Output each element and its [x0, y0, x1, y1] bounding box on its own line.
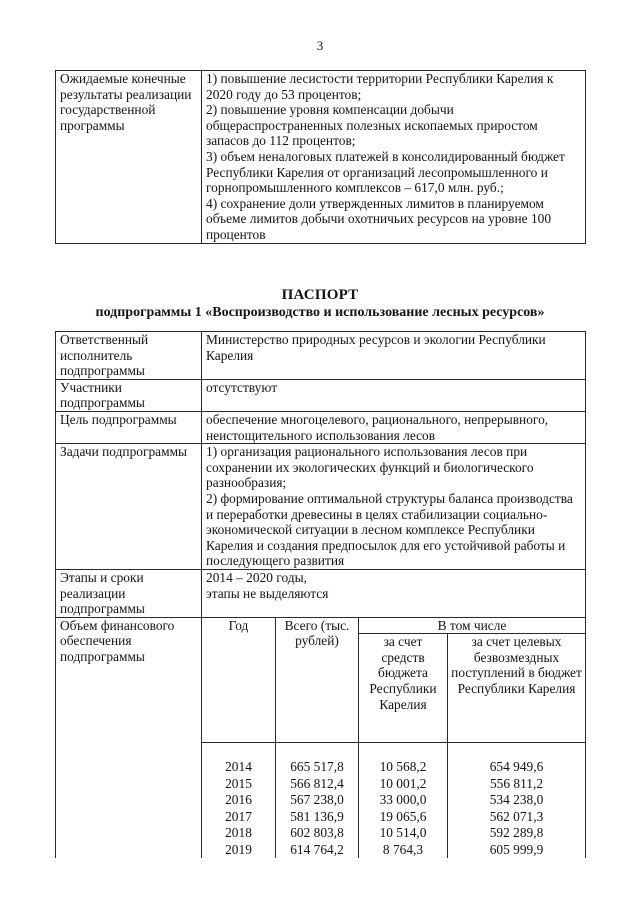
finance-budget: 19 065,6 [359, 809, 448, 826]
finance-grants: 556 811,2 [448, 776, 586, 793]
finance-row-2018 [202, 825, 585, 842]
finance-year: 2015 [202, 776, 276, 793]
finance-row-2015 [202, 776, 585, 793]
finance-row-2019 [202, 842, 585, 859]
finance-total: 665 517,8 [276, 743, 359, 776]
goal-value: обеспечение многоцелевого, рационального, непрерывного, неистощительного использования лесов [202, 411, 586, 443]
finance-col-budget: за счет средств бюджета Республики Карелия [359, 634, 448, 743]
finance-budget: 10 514,0 [359, 825, 448, 842]
finance-grants: 562 071,3 [448, 809, 586, 826]
tasks-label: Задачи подпрограммы [56, 444, 202, 570]
finance-col-total: Всего (тыс. рублей) [276, 618, 359, 743]
expected-results-value [202, 71, 586, 244]
responsible-row [56, 332, 586, 380]
participants-label: Участники подпрограммы [56, 379, 202, 411]
finance-total: 566 812,4 [276, 776, 359, 793]
finance-year: 2017 [202, 809, 276, 826]
expected-result-item-3: 3) объем неналоговых платежей в консолидированный бюджет Республики Карелия от организаций лесопромышленного и горнопромышленного комплексов – 617,0 млн. руб.; [206, 148, 565, 196]
stages-line-2: этапы не выделяются [206, 585, 329, 601]
stages-label: Этапы и сроки реализации подпрограммы [56, 569, 202, 617]
finance-grants: 534 238,0 [448, 792, 586, 809]
stages-line-1: 2014 – 2020 годы, [206, 569, 307, 585]
expected-results-table [55, 70, 586, 244]
finance-budget: 10 568,2 [359, 743, 448, 776]
participants-value: отсутствуют [202, 379, 586, 411]
passport-subtitle: подпрограммы 1 «Воспроизводство и использование лесных ресурсов» [95, 305, 545, 320]
responsible-label: Ответственный исполнитель подпрограммы [56, 332, 202, 380]
finance-label: Объем финансового обеспечения подпрограммы [56, 617, 202, 858]
finance-header-row-1 [202, 618, 585, 634]
expected-result-item-2: 2) повышение уровня компенсации добычи общераспространенных полезных ископаемых приростом запасов до 112 процентов; [206, 102, 538, 149]
finance-grants: 654 949,6 [448, 743, 586, 776]
goal-row [56, 411, 586, 443]
page-number: 3 [316, 38, 324, 53]
expected-result-item-4: 4) сохранение доли утвержденных лимитов в планируемом объеме лимитов добычи охотничьих ресурсов на уровне 100 процентов [206, 195, 552, 242]
finance-cell [202, 617, 586, 858]
finance-table [202, 618, 585, 859]
finance-row-2014 [202, 743, 585, 776]
finance-budget: 33 000,0 [359, 792, 448, 809]
finance-budget: 8 764,3 [359, 842, 448, 859]
finance-grants: 605 999,9 [448, 842, 586, 859]
finance-year: 2016 [202, 792, 276, 809]
finance-col-grants: за счет целевых безвозмездных поступлений в бюджет Республики Карелия [448, 634, 586, 743]
finance-row-2016 [202, 792, 585, 809]
finance-total: 614 764,2 [276, 842, 359, 859]
stages-row [56, 569, 586, 617]
tasks-row [56, 444, 586, 570]
finance-year: 2018 [202, 825, 276, 842]
finance-grants: 592 289,8 [448, 825, 586, 842]
finance-year: 2014 [202, 743, 276, 776]
finance-col-including: В том числе [359, 618, 586, 634]
finance-budget: 10 001,2 [359, 776, 448, 793]
goal-label: Цель подпрограммы [56, 411, 202, 443]
finance-row-2017 [202, 809, 585, 826]
finance-col-year: Год [202, 618, 276, 743]
responsible-value: Министерство природных ресурсов и экологии Республики Карелия [202, 332, 586, 380]
task-item-1: 1) организация рационального использования лесов при сохранении их экологических функций и биологического разнообразия; [206, 444, 534, 491]
stages-value [202, 569, 586, 617]
task-item-2: 2) формирование оптимальной структуры баланса производства и переработки древесины в целях стабилизации социально-экономической ситуации в лесном комплексе Республики Карелия и создания предпосылок для его устойчивой работы и последующего развития [206, 490, 573, 569]
tasks-value [202, 444, 586, 570]
finance-total: 581 136,9 [276, 809, 359, 826]
expected-result-item-1: 1) повышение лесистости территории Республики Карелия к 2020 году до 53 процентов; [206, 71, 554, 102]
passport-table [55, 331, 586, 858]
passport-title: ПАСПОРТ [281, 287, 359, 303]
finance-total: 567 238,0 [276, 792, 359, 809]
finance-row [56, 617, 586, 858]
finance-year: 2019 [202, 842, 276, 859]
expected-results-label: Ожидаемые конечные результаты реализации государственной программы [56, 71, 202, 244]
participants-row [56, 379, 586, 411]
expected-results-row [56, 71, 586, 244]
finance-total: 602 803,8 [276, 825, 359, 842]
